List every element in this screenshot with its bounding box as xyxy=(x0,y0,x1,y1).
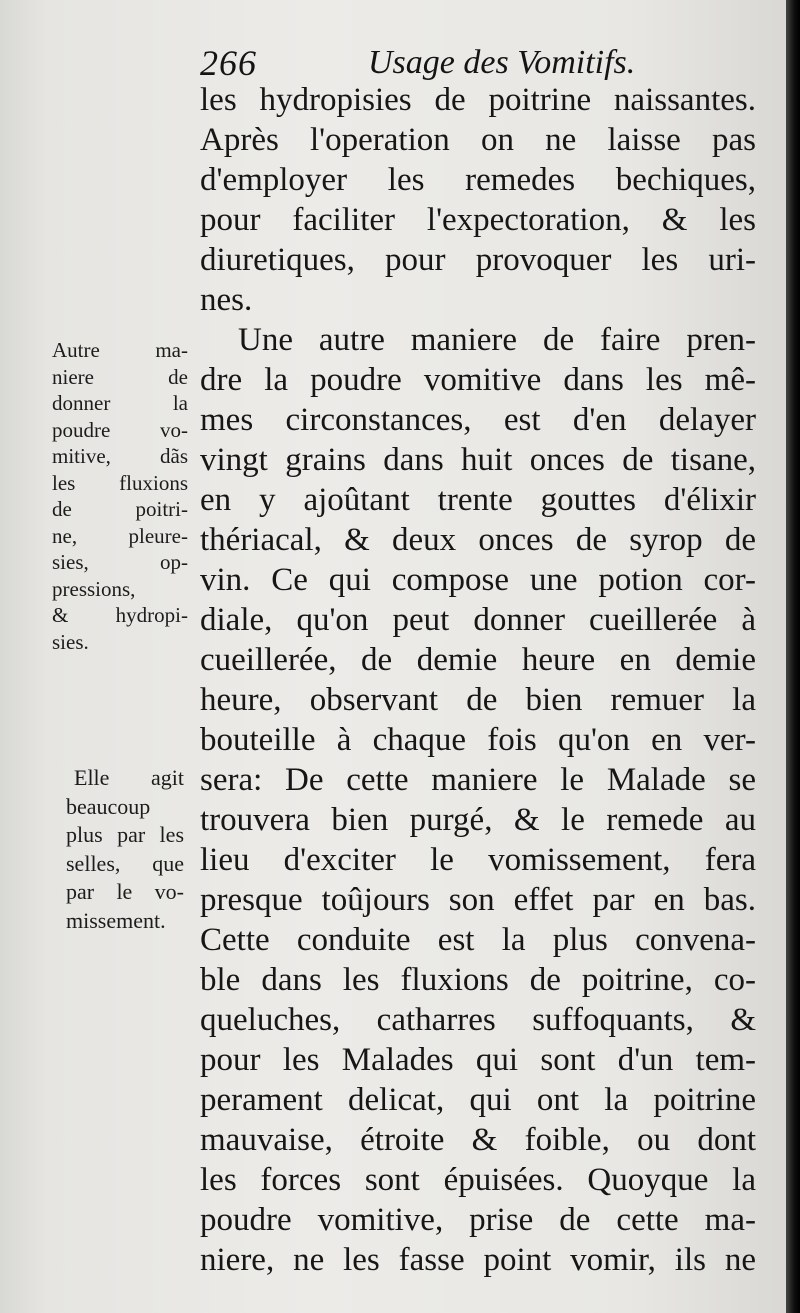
margin-note-line: Elle agit xyxy=(74,765,184,790)
page-edge-shadow xyxy=(786,0,800,1313)
text-line: vin. Ce qui compose une potion cor- xyxy=(200,562,756,598)
margin-note-line: Autre ma- xyxy=(52,338,188,362)
text-line: les forces sont épuisées. Quoyque la xyxy=(200,1162,756,1198)
margin-note-line: missement. xyxy=(66,907,166,933)
margin-note-line: plus par les xyxy=(66,822,184,847)
text-line: Après l'operation on ne laisse pas xyxy=(200,122,756,158)
text-line: niere, ne les fasse point vomir, ils ne xyxy=(200,1242,756,1278)
text-line: sera: De cette maniere le Malade se xyxy=(200,762,756,798)
margin-note-line: ne, pleure- xyxy=(52,523,188,548)
margin-note-line: selles, que xyxy=(66,850,184,876)
text-line: perament delicat, qui ont la poitrine xyxy=(200,1082,756,1118)
text-line: diale, qu'on peut donner cueillerée à xyxy=(200,602,756,638)
text-line: presque toûjours son effet par en bas. xyxy=(200,882,756,918)
text-line: cueillerée, de demie heure en demie xyxy=(200,642,756,678)
text-line: dre la poudre vomitive dans les mê- xyxy=(200,362,756,398)
margin-note-line: par le vo- xyxy=(66,879,184,904)
text-line: pour les Malades qui sont d'un tem- xyxy=(200,1042,756,1078)
margin-note-line: mitive, dãs xyxy=(52,444,188,468)
margin-note-elle-agit xyxy=(66,764,184,935)
text-line: poudre vomitive, prise de cette ma- xyxy=(200,1202,756,1238)
text-line: vingt grains dans huit onces de tisane, xyxy=(200,442,756,478)
text-line: les hydropisies de poitrine naissantes. xyxy=(200,82,756,118)
margin-note-line: pressions, xyxy=(52,576,136,601)
text-line: ble dans les fluxions de poitrine, co- xyxy=(200,962,756,998)
margin-note-line: donner la xyxy=(52,391,188,415)
text-line: trouvera bien purgé, & le remede au xyxy=(200,802,756,838)
main-text-column xyxy=(200,80,756,1280)
running-title: Usage des Vomitifs. xyxy=(368,44,636,81)
text-line: mauvaise, étroite & foible, ou dont xyxy=(200,1122,756,1158)
text-line: lieu d'exciter le vomissement, fera xyxy=(200,842,756,878)
text-line: en y ajoûtant trente gouttes d'élixir xyxy=(200,482,756,518)
margin-note-line: de poitri- xyxy=(52,497,188,521)
paragraph-start-line: Une autre maniere de faire pren- xyxy=(238,322,756,358)
margin-note-line: beaucoup xyxy=(66,793,151,819)
margin-note-line: les fluxions xyxy=(52,470,188,495)
text-line: pour faciliter l'expectoration, & les xyxy=(200,202,756,238)
text-line: d'employer les remedes bechiques, xyxy=(200,162,756,198)
text-line: queluches, catharres suffoquants, & xyxy=(200,1002,756,1038)
text-line: nes. xyxy=(200,282,253,318)
text-line: heure, observant de bien remuer la xyxy=(200,682,756,718)
margin-note-line: sies. xyxy=(52,629,89,654)
text-line: mes circonstances, est d'en delayer xyxy=(200,402,756,438)
text-line: Cette conduite est la plus convena- xyxy=(200,922,756,958)
text-line: diuretiques, pour provoquer les uri- xyxy=(200,242,756,278)
text-line: thériacal, & deux onces de syrop de xyxy=(200,522,756,558)
page-number: 266 xyxy=(200,43,257,83)
margin-note-line: poudre vo- xyxy=(52,417,188,442)
text-line: bouteille à chaque fois qu'on en ver- xyxy=(200,722,756,758)
margin-note-line: niere de xyxy=(52,364,188,389)
margin-note-autre-maniere xyxy=(52,337,188,655)
margin-note-line: & hydropi- xyxy=(52,603,188,627)
margin-note-line: sies, op- xyxy=(52,550,188,574)
